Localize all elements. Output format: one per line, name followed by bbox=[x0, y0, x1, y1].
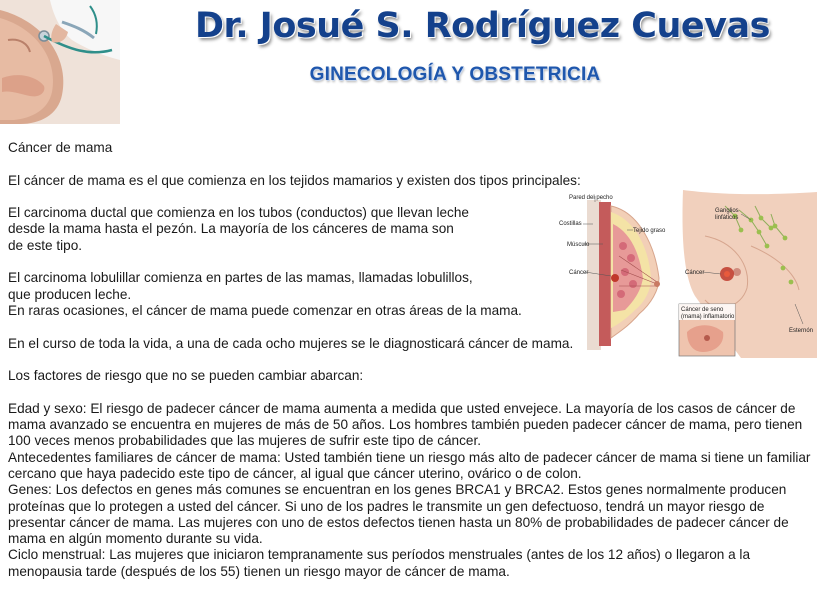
specialty-title: GINECOLOGÍA Y OBSTETRICIA bbox=[309, 64, 601, 85]
label-esternon: Esternón bbox=[789, 328, 814, 334]
label-linfaticos: linfáticos bbox=[715, 215, 739, 221]
label-cancer-front: Cáncer bbox=[685, 270, 705, 276]
risk-factor-menstrual: Ciclo menstrual: Las mujeres que iniciaron tempranamente sus períodos menstruales (antes de los 12 años) o llegaron a la menopausia tarde (después de los 55) tienen un riesgo mayor de cáncer de mama. bbox=[8, 547, 751, 579]
pregnancy-checkup-illustration bbox=[0, 0, 120, 124]
label-tejido: Tejido graso bbox=[633, 228, 666, 234]
label-pared: Pared del pecho bbox=[569, 195, 613, 201]
ductal-line: desde la mama hasta el pezón. La mayoría de los cánceres de mama son bbox=[8, 221, 454, 237]
intro-paragraph: El cáncer de mama es el que comienza en los tejidos mamarios y existen dos tipos principales: bbox=[8, 172, 581, 188]
risk-factor-genes: Genes: Los defectos en genes más comunes se encuentran en los genes BRCA1 y BRCA2. Estos genes normalmente producen proteínas que lo protegen a usted del cáncer. Si uno de los padres le transmite un gen defectuoso, tendrá un mayor riesgo de presentar cáncer de mama. Las mujeres con uno de estos defectos tienen hasta un 80% de probabilidades de padecer cáncer de mama en algún momento durante su vida. bbox=[8, 482, 789, 547]
lobular-line: que producen leche. bbox=[8, 286, 132, 302]
risk-factors-intro: Los factores de riesgo que no se pueden cambiar abarcan: bbox=[8, 368, 364, 384]
label-ganglios: Ganglios bbox=[715, 208, 739, 214]
label-musculo: Músculo bbox=[567, 242, 590, 248]
front-view-illustration bbox=[679, 190, 817, 358]
risk-factor-family: Antecedentes familiares de cáncer de mama: Usted también tiene un riesgo más alto de padecer cáncer de mama si tiene un familiar cercano que haya padecido este tipo de cáncer, al igual que cáncer uterino, ovárico o de colon. bbox=[8, 449, 811, 481]
side-view-illustration bbox=[559, 195, 666, 350]
label-inflam-2: (mama) inflamatorio bbox=[681, 314, 735, 320]
lobular-line: En raras ocasiones, el cáncer de mama puede comenzar en otras áreas de la mama. bbox=[8, 302, 522, 318]
label-cancer-side: Cáncer bbox=[569, 270, 589, 276]
label-costillas: Costillas bbox=[559, 221, 582, 227]
label-inflam-1: Cáncer de seno bbox=[681, 307, 724, 313]
article-title: Cáncer de mama bbox=[8, 140, 113, 155]
breast-anatomy-diagram bbox=[555, 186, 821, 358]
ductal-line: de este tipo. bbox=[8, 237, 83, 253]
ductal-line: El carcinoma ductal que comienza en los tubos (conductos) que llevan leche bbox=[8, 205, 469, 221]
lobular-line: El carcinoma lobulillar comienza en partes de las mamas, llamadas lobulillos, bbox=[8, 270, 473, 286]
header-photo bbox=[0, 0, 120, 124]
risk-factor-age: Edad y sexo: El riesgo de padecer cáncer de mama aumenta a medida que usted envejece. La mayoría de los casos de cáncer de mama avanzado se encuentra en mujeres de más de 50 años. Los hombres también pueden padecer cáncer de mama, pero tienen 100 veces menos probabilidades que las mujeres de sufrir este tipo de cáncer. bbox=[8, 400, 803, 449]
tumor-marker-side bbox=[611, 274, 619, 282]
page-header bbox=[0, 0, 824, 128]
lifetime-risk-paragraph: En el curso de toda la vida, a una de cada ocho mujeres se le diagnosticará cáncer de mama. bbox=[8, 335, 574, 351]
doctor-name: Dr. Josué S. Rodríguez Cuevas bbox=[195, 6, 770, 46]
